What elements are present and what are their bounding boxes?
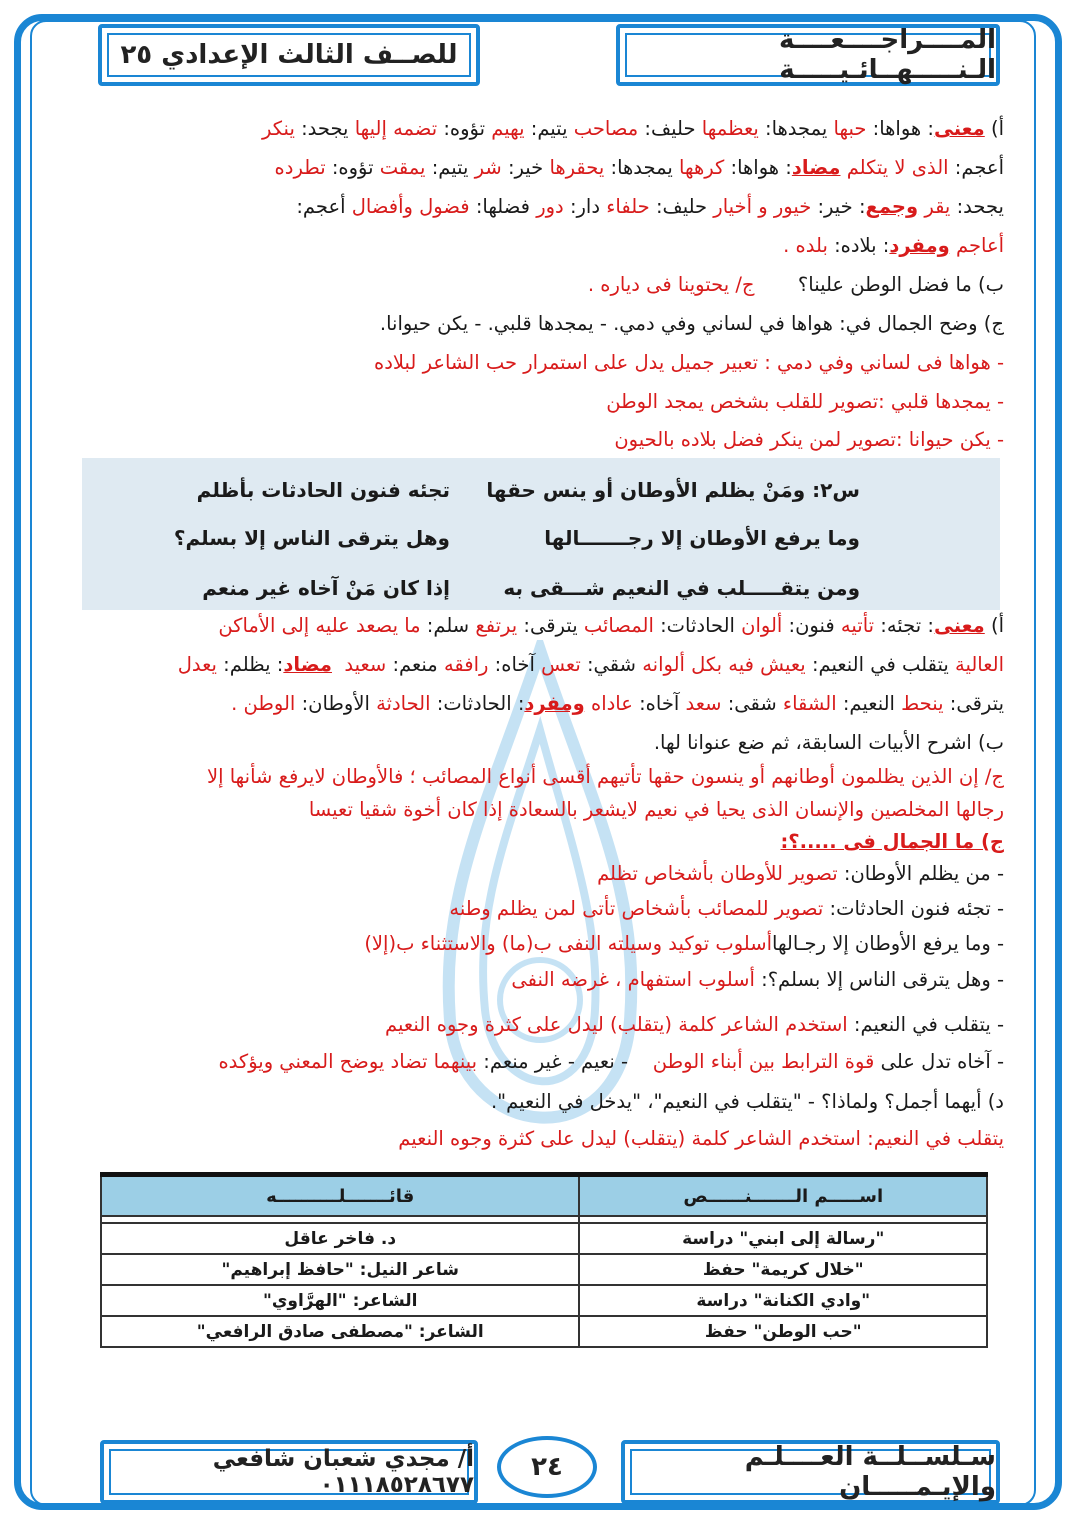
q2-b-question: ب) اشرح الأبيات السابقة، ثم ضع عنوانا لها. (653, 731, 1004, 754)
q1-opposites-line: أعجم: الذى لا يتكلم مضاد: هواها: كرهها يمجدها: يحقرها خير: شر يتيم: يمقت تؤوه: تطرده (274, 156, 1004, 179)
q1-b-line: ب) ما فضل الوطن علينا؟ ج/ يحتوينا فى دياره . (587, 273, 1004, 296)
q2-b-answer-2: رجالها المخلصين والإنسان الذى يحيا في نعيم لايشعر بالسعادة إذا كان أخوة شقيا تعيسا (308, 798, 1004, 821)
header-grade-banner (98, 24, 480, 86)
texts-table (100, 1172, 988, 1348)
verse-3-first: ومن يتقـــــلب في النعيم شـــقى به (503, 576, 860, 600)
q2-c-item-3: - وما يرفع الأوطان إلا رجـالهاأسلوب توكيد وسيلته النفى ب(ما) والاستثناء ب(إلا) (364, 932, 1004, 955)
footer-author: أ/ مجدي شعبان شافعي ٠١١١٨٥٢٨٦٧٧ (212, 1446, 474, 1498)
page-number: ٢٤ (497, 1436, 597, 1498)
q2-c-heading: ج) ما الجمال فى .....؟: (780, 830, 1004, 853)
verse-2-first: وما يرفع الأوطان إلا رجـــــــالها (544, 526, 860, 550)
header-grade: للصــف الثالث الإعدادي ٢٥ (120, 40, 458, 70)
q2-opposites-line: يترقى: ينحط النعيم: الشقاء شقى: سعد آخاه: عاداه ومفرد: الحادثات: الحادثة الأوطان: الوطن . (231, 692, 1004, 715)
q2-meanings-line-2: العالية يتقلب في النعيم: يعيش فيه بكل ألوانه شقي: تعس آخاه: رافقه منعم: سعيد مضاد: يظلم: يعدل (177, 653, 1004, 676)
poem-box (82, 458, 1000, 610)
table-row: "خلال كريمة" حفظ شاعر النيل: "حافظ إبراهيم" (101, 1254, 987, 1285)
verse-2-second: وهل يترقى الناس إلا بسلم؟ (173, 526, 450, 550)
q1-c-question: ج) وضح الجمال في: هواها في لساني وفي دمي. - يمجدها قلبي. - يكن حيوانا. (379, 312, 1004, 335)
footer-series-banner (621, 1440, 1000, 1504)
header-title-banner (616, 24, 1000, 86)
q2-meanings-line: أ) معنى: تجئه: تأتيه فنون: ألوان الحادثات: المصائب يترقى: يرتفع سلم: ما يصعد عليه إلى الأماكن (218, 614, 1004, 637)
q2-c-item-1: - من يظلم الأوطان: تصوير للأوطان بأشخاص تظلم (597, 862, 1004, 885)
q1-c-answer-1: - هواها فى لساني وفي دمي : تعبير جميل يدل على استمرار حب الشاعر لبلاده (374, 351, 1004, 374)
table-header-author: قائـــــــلــــــــــه (101, 1175, 579, 1217)
footer-series: سـلســلــة العــــلـم والإيـمـــــان (744, 1442, 996, 1502)
header-title: المــــراجــــعــــة الـنـــــهــائـيـــــة (778, 25, 996, 85)
table-row: "حب الوطن" حفظ الشاعر: "مصطفى صادق الرافعي" (101, 1316, 987, 1347)
footer-author-banner (100, 1440, 478, 1504)
q2-d-question: د) أيهما أجمل؟ ولماذا؟ - "يتقلب في النعيم"، "يدخل في النعيم". (490, 1090, 1004, 1113)
q2-d-answer: يتقلب في النعيم: استخدم الشاعر كلمة (يتقلب) ليدل على كثرة وجوه النعيم (398, 1127, 1004, 1150)
q1-c-answer-2: - يمجدها قلبي :تصوير للقلب بشخص يمجد الوطن (606, 390, 1004, 413)
q1-singular-line: أعاجم ومفرد: بلاده: بلده . (783, 234, 1004, 257)
q1-meanings-line: أ) معنى: هواها: حبها يمجدها: يعظمها حليف: مصاحب يتيم: يهيم تؤوه: تضمه إليها يجحد: ينكر (262, 117, 1004, 140)
verse-1-first: س٢: ومَنْ يظلم الأوطان أو ينس حقها (486, 478, 860, 502)
q2-c-item-5: - يتقلب في النعيم: استخدم الشاعر كلمة (يتقلب) ليدل على كثرة وجوه النعيم (385, 1013, 1004, 1036)
q1-plurals-line: يجحد: يقر وجمع: خير: خيور و أخيار حليف: حلفاء دار: دور فضلها: فضول وأفضال أعجم: (296, 195, 1004, 218)
table-row: "وادي الكنانة" دراسة الشاعر: "الهرَّاوي" (101, 1285, 987, 1316)
verse-3-second: إذا كان مَنْ آخاه غير منعم (202, 576, 450, 600)
q2-c-item-6: - آخاه تدل على قوة الترابط بين أبناء الوطن - نعيم - غير منعم: بينهما تضاد يوضح المعني ويؤكده (218, 1050, 1004, 1073)
table-row: "رسالة إلى ابني" دراسة د. فاخر عاقل (101, 1223, 987, 1254)
q2-c-item-2: - تجئه فنون الحادثات: تصوير للمصائب بأشخاص تأتى لمن يظلم وطنه (449, 897, 1004, 920)
q2-b-answer-1: ج/ إن الذين يظلمون أوطانهم أو ينسون حقها تأتيهم أقسى أنواع المصائب ؛ فالأوطان لايرفع شأنها إلا (207, 765, 1004, 788)
q1-c-answer-3: - يكن حيوانا :تصوير لمن ينكر فضل بلاده بالحيون (614, 428, 1004, 451)
table-header-text-name: اســـــم الـــــــنــــــص (579, 1175, 987, 1217)
verse-1-second: تجئه فنون الحادثات بأظلم (196, 478, 450, 502)
q2-c-item-4: - وهل يترقى الناس إلا بسلم؟: أسلوب استفهام ، غرضه النفى (511, 968, 1004, 991)
